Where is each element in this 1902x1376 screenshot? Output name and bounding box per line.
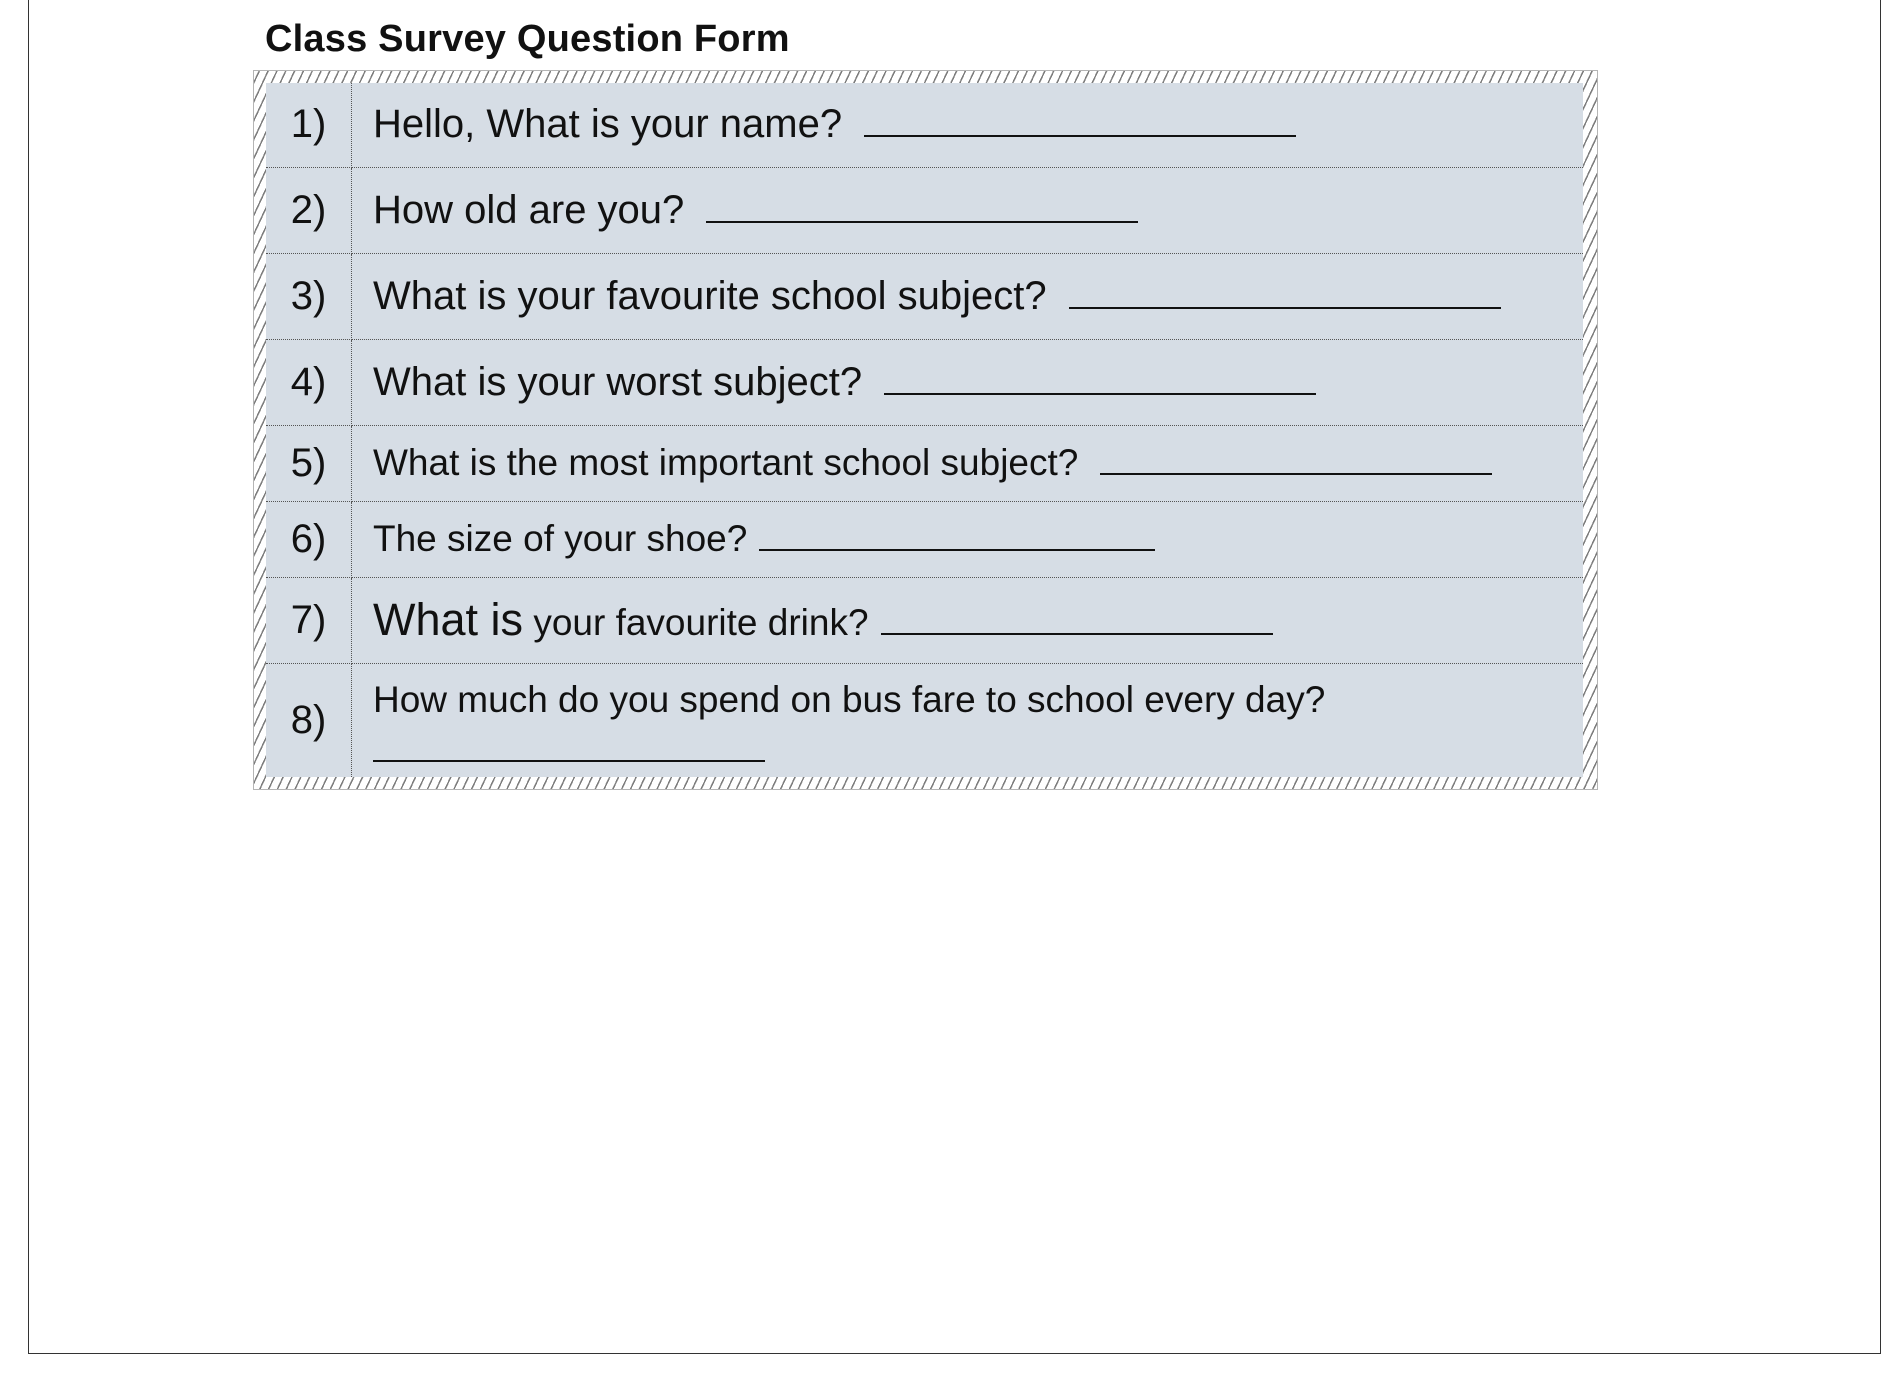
answer-blank[interactable] [864,134,1296,137]
question-text: What is the most important school subject? [373,442,1079,483]
question-cell [352,167,1584,253]
question-number: 5) [266,425,352,501]
question-row [266,339,1583,425]
question-cell [352,501,1584,577]
question-text: How much do you spend on bus fare to school every day? [373,678,1326,720]
question-text: your favourite drink? [533,602,869,643]
question-cell [352,253,1584,339]
question-text: Hello, What is your name? [373,102,843,147]
question-text: What is your favourite school subject? [373,273,1047,318]
question-row [266,167,1583,253]
answer-blank[interactable] [759,548,1155,551]
question-number: 6) [266,501,352,577]
question-number: 3) [266,253,352,339]
question-number: 2) [266,167,352,253]
survey-frame [253,70,1598,790]
answer-blank[interactable] [884,392,1316,395]
question-text: What is your worst subject? [373,359,863,404]
question-row [266,425,1583,501]
question-text: The size of your shoe? [373,518,748,559]
document-page [28,0,1881,1354]
question-row [266,83,1583,167]
question-text-lead: What is [373,594,524,645]
question-row [266,577,1583,663]
question-text: How old are you? [373,187,685,232]
question-row [266,663,1583,777]
answer-blank[interactable] [881,632,1273,635]
answer-blank[interactable] [373,759,765,762]
question-row [266,501,1583,577]
answer-blank[interactable] [1100,472,1492,475]
question-cell [352,83,1584,167]
question-number: 4) [266,339,352,425]
question-number: 7) [266,577,352,663]
question-cell [352,663,1584,777]
question-number: 1) [266,83,352,167]
question-cell [352,425,1584,501]
question-cell [352,577,1584,663]
question-row [266,253,1583,339]
question-number: 8) [266,663,352,777]
answer-blank[interactable] [706,220,1138,223]
question-cell [352,339,1584,425]
answer-blank[interactable] [1069,306,1501,309]
page-title: Class Survey Question Form [265,18,790,60]
survey-table [266,83,1583,777]
